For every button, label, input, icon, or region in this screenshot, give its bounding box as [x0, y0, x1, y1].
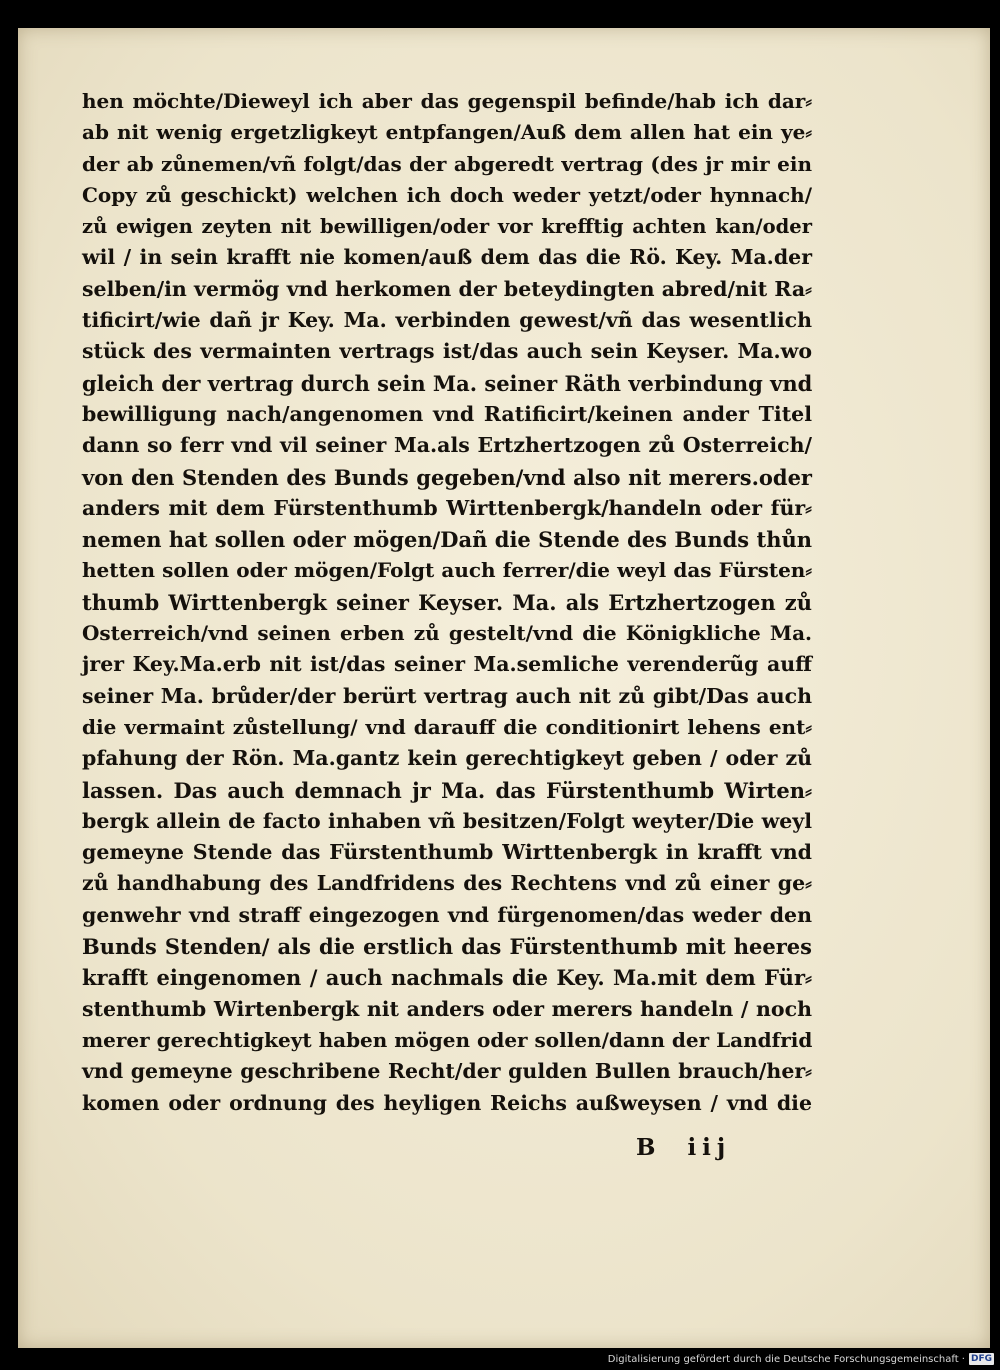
funding-footer — [608, 1351, 994, 1367]
text-line: stenthumb Wirtenbergk nit anders oder merers handeln / noch — [82, 996, 812, 1021]
text-line: Osterreich/vnd seinen erben zů gestelt/vnd die Königkliche Ma. — [82, 621, 812, 646]
text-line: nemen hat sollen oder mögen/Dañ die Stende des Bunds thůn — [82, 527, 812, 553]
text-line: tificirt/wie dañ jr Key. Ma. verbinden gewest/vñ das wesentlich — [82, 308, 812, 333]
text-line: krafft eingenomen / auch nachmals die Key. Ma.mit dem Für⸗ — [82, 965, 812, 991]
text-line: die vermaint zůstellung/ vnd darauff die conditionirt lehens ent⸗ — [82, 714, 812, 739]
text-line: wil / in sein krafft nie komen/auß dem das die Rö. Key. Ma.der — [82, 245, 812, 270]
text-line: dann so ferr vnd vil seiner Ma.als Ertzhertzogen zů Osterreich/ — [82, 433, 812, 458]
text-line: jrer Key.Ma.erb nit ist/das seiner Ma.semliche verenderũg auff — [82, 652, 812, 677]
text-line: bergk allein de facto inhaben vñ besitzen/Folgt weyter/Die weyl — [82, 808, 812, 833]
text-line: zů ewigen zeyten nit bewilligen/oder vor krefftig achten kan/oder — [82, 215, 812, 239]
text-line: lassen. Das auch demnach jr Ma. das Fürstenthumb Wirten⸗ — [82, 777, 812, 803]
text-line: selben/in vermög vnd herkomen der beteydingten abred/nit Ra⸗ — [82, 276, 812, 301]
body-text — [82, 86, 812, 1119]
text-line: anders mit dem Fürstenthumb Wirttenbergk/handeln oder für⸗ — [82, 495, 812, 520]
text-line: von den Stenden des Bunds gegeben/vnd also nit merers.oder — [82, 464, 812, 490]
text-line: stück des vermainten vertrags ist/das auch sein Keyser. Ma.wo — [82, 339, 812, 364]
text-line: gemeyne Stende das Fürstenthumb Wirttenbergk in krafft vnd — [82, 840, 812, 865]
text-line: genwehr vnd straff eingezogen vnd fürgenomen/das weder den — [82, 902, 812, 927]
text-line: zů handhabung des Landfridens des Rechtens vnd zů einer ge⸗ — [82, 871, 812, 896]
text-line: komen oder ordnung des heyligen Reichs außweysen / vnd die — [82, 1090, 812, 1115]
text-line: vnd gemeyne geschribene Recht/der gulden Bullen brauch/her⸗ — [82, 1059, 812, 1084]
text-line: gleich der vertrag durch sein Ma. seiner Räth verbindung vnd — [82, 370, 813, 396]
text-line: ab nit wenig ergetzligkeyt entpfangen/Auß dem allen hat ein ye⸗ — [82, 120, 812, 145]
text-line: merer gerechtigkeyt haben mögen oder sollen/dann der Landfrid — [82, 1027, 813, 1052]
text-line: hetten sollen oder mögen/Folgt auch ferrer/die weyl das Fürsten⸗ — [82, 558, 812, 583]
text-line: thumb Wirttenbergk seiner Keyser. Ma. als Ertzhertzogen zů — [82, 589, 812, 615]
text-line: Copy zů geschickt) welchen ich doch weder yetzt/oder hynnach/ — [82, 182, 812, 207]
text-line: der ab zůnemen/vñ folgt/das der abgeredt vertrag (des jr mir ein — [82, 151, 812, 176]
signature-mark: B iij — [636, 1134, 732, 1161]
footer-text: Digitalisierung gefördert durch die Deutsche Forschungsgemeinschaft · — [607, 1353, 965, 1365]
text-line: hen möchte/Dieweyl ich aber das gegenspil befinde/hab ich dar⸗ — [82, 89, 812, 113]
text-line: Bunds Stenden/ als die erstlich das Fürstenthumb mit heeres — [82, 934, 812, 960]
text-line: pfahung der Rön. Ma.gantz kein gerechtigkeyt geben / oder zů — [82, 746, 812, 771]
text-line: seiner Ma. brůder/der berürt vertrag auch nit zů gibt/Das auch — [82, 683, 812, 708]
text-line: bewilligung nach/angenomen vnd Ratificirt/keinen ander Titel — [82, 401, 812, 426]
document-page — [18, 28, 990, 1348]
dfg-logo: DFG — [970, 1354, 992, 1364]
